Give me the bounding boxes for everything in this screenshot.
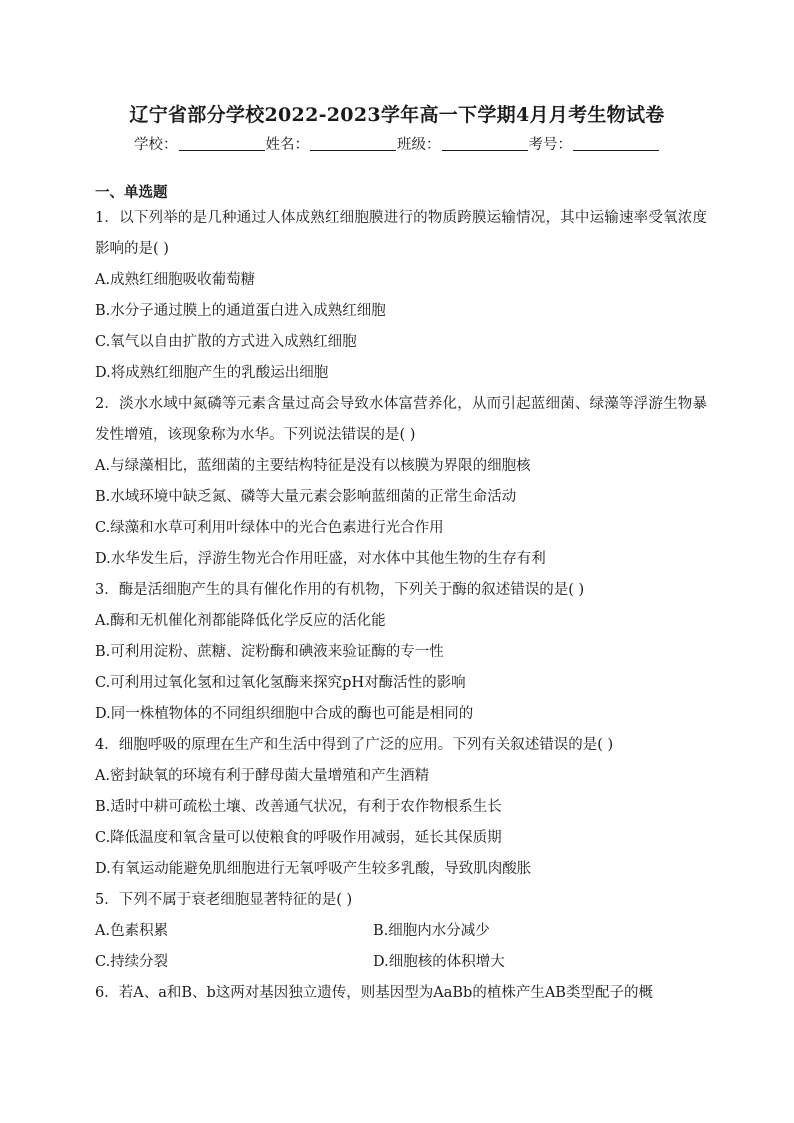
school-blank <box>179 136 265 151</box>
id-blank <box>573 136 659 151</box>
option-d: D.同一株植物体的不同组织细胞中合成的酶也可能是相同的 <box>95 706 474 722</box>
option-d: D.将成熟红细胞产生的乳酸运出细胞 <box>95 365 329 381</box>
section-heading: 一、单选题 <box>95 184 168 201</box>
question-3 <box>95 575 707 730</box>
student-info-line <box>0 133 794 154</box>
option-d: D.细胞核的体积增大 <box>373 954 505 970</box>
option-a: A.色素积累 <box>95 923 169 939</box>
name-label: 姓名： <box>265 137 309 153</box>
question-list <box>95 203 707 1009</box>
option-c: C.绿藻和水草可利用叶绿体中的光合色素进行光合作用 <box>95 520 444 536</box>
option-b: B.可利用淀粉、蔗糖、淀粉酶和碘液来验证酶的专一性 <box>95 644 444 660</box>
question-stem: 3．酶是活细胞产生的具有催化作用的有机物，下列关于酶的叙述错误的是( ) <box>95 582 585 598</box>
question-4 <box>95 730 707 885</box>
option-b: B.细胞内水分减少 <box>373 923 490 939</box>
option-b: B.水分子通过膜上的通道蛋白进入成熟红细胞 <box>95 303 386 319</box>
option-b: B.水域环境中缺乏氮、磷等大量元素会影响蓝细菌的正常生命活动 <box>95 489 517 505</box>
class-blank <box>442 136 528 151</box>
option-row <box>95 947 707 978</box>
option-d: D.水华发生后，浮游生物光合作用旺盛，对水体中其他生物的生存有利 <box>95 551 546 567</box>
name-blank <box>310 136 396 151</box>
option-d: D.有氧运动能避免肌细胞进行无氧呼吸产生较多乳酸，导致肌肉酸胀 <box>95 861 532 877</box>
option-c: C.氧气以自由扩散的方式进入成熟红细胞 <box>95 334 357 350</box>
question-5 <box>95 885 707 978</box>
option-row <box>95 916 707 947</box>
option-c: C.可利用过氧化氢和过氧化氢酶来探究pH对酶活性的影响 <box>95 675 466 691</box>
question-2 <box>95 389 707 575</box>
question-stem: 2．淡水水域中氮磷等元素含量过高会导致水体富营养化，从而引起蓝细菌、绿藻等浮游生物暴发性增殖，该现象称为水华。下列说法错误的是( ) <box>95 396 707 443</box>
exam-title: 辽宁省部分学校2022-2023学年高一下学期4月月考生物试卷 <box>129 104 665 126</box>
id-label: 考号： <box>528 137 572 153</box>
question-stem: 1．以下列举的是几种通过人体成熟红细胞膜进行的物质跨膜运输情况，其中运输速率受氧浓度影响的是( ) <box>95 210 707 257</box>
class-label: 班级： <box>397 137 441 153</box>
option-b: B.适时中耕可疏松土壤、改善通气状况，有利于农作物根系生长 <box>95 799 502 815</box>
option-a: A.与绿藻相比，蓝细菌的主要结构特征是没有以核膜为界限的细胞核 <box>95 458 531 474</box>
question-6 <box>95 978 707 1009</box>
question-stem: 5．下列不属于衰老细胞显著特征的是( ) <box>95 892 353 908</box>
question-stem: 4．细胞呼吸的原理在生产和生活中得到了广泛的应用。下列有关叙述错误的是( ) <box>95 737 614 753</box>
question-1 <box>95 203 707 389</box>
option-c: C.降低温度和氧含量可以使粮食的呼吸作用减弱，延长其保质期 <box>95 830 502 846</box>
option-a: A.成熟红细胞吸收葡萄糖 <box>95 272 256 288</box>
option-a: A.酶和无机催化剂都能降低化学反应的活化能 <box>95 613 386 629</box>
option-a: A.密封缺氧的环境有利于酵母菌大量增殖和产生酒精 <box>95 768 430 784</box>
school-label: 学校： <box>134 137 178 153</box>
option-c: C.持续分裂 <box>95 954 169 970</box>
question-stem: 6．若A、a和B、b这两对基因独立遗传，则基因型为AaBb的植株产生AB类型配子的概 <box>95 985 653 1001</box>
